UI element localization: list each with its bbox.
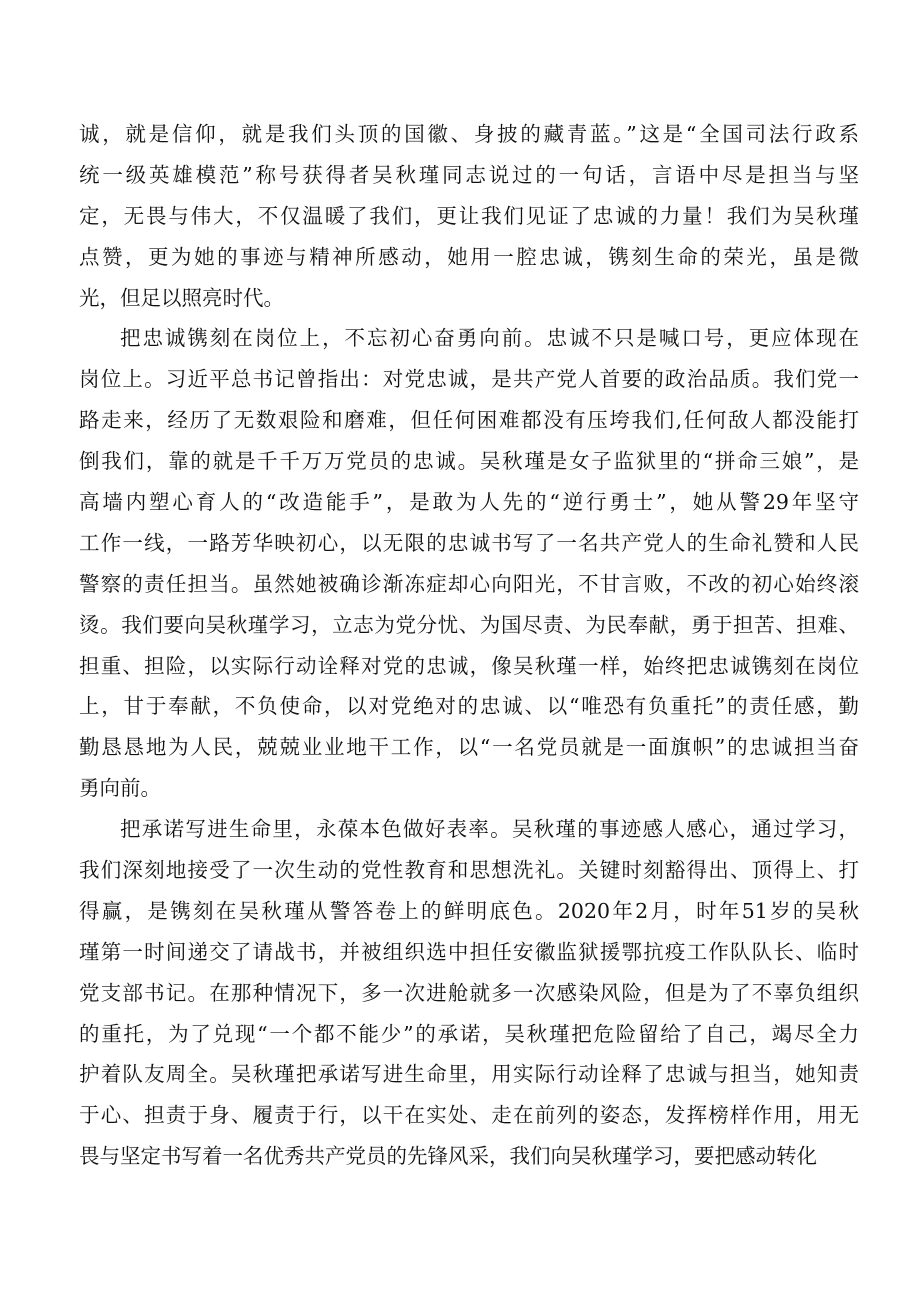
text-line: 得赢，是镌刻在吴秋瑾从警答卷上的鲜明底色。2020年2月，时年51岁的吴秋 [79,898,859,923]
text-line: 烫。我们要向吴秋瑾学习，立志为党分忧、为国尽责、为民奉献，勇于担苦、担难、 [79,612,859,637]
text-line: 倒我们，靠的就是千千万万党员的忠诚。吴秋瑾是女子监狱里的“拼命三娘”，是 [79,449,859,474]
text-line: 岗位上。习近平总书记曾指出：对党忠诚，是共产党人首要的政治品质。我们党一 [79,367,859,392]
text-line: 我们深刻地接受了一次生动的党性教育和思想洗礼。关键时刻豁得出、顶得上、打 [79,858,859,883]
text-line: 党支部书记。在那种情况下，多一次进舱就多一次感染风险，但是为了不辜负组织 [79,980,859,1005]
text-line: 定，无畏与伟大，不仅温暖了我们，更让我们见证了忠诚的力量！我们为吴秋瑾 [79,203,859,228]
text-line: 诚，就是信仰，就是我们头顶的国徽、身披的藏青蓝。”这是“全国司法行政系 [79,122,859,146]
text-line: 护着队友周全。吴秋瑾把承诺写进生命里，用实际行动诠释了忠诚与担当，她知责 [79,1062,859,1087]
text-line: 把承诺写进生命里，永葆本色做好表率。吴秋瑾的事迹感人感心，通过学习， [120,817,859,842]
document-body [79,114,859,1177]
text-line: 警察的责任担当。虽然她被确诊渐冻症却心向阳光，不甘言败，不改的初心始终滚 [79,571,859,596]
text-line: 担重、担险，以实际行动诠释对党的忠诚，像吴秋瑾一样，始终把忠诚镌刻在岗位 [79,653,859,678]
text-line: 畏与坚定书写着一名优秀共产党员的先锋风采，我们向吴秋瑾学习，要把感动转化 [79,1144,817,1169]
paragraph [79,318,859,809]
text-line: 工作一线，一路芳华映初心，以无限的忠诚书写了一名共产党人的生命礼赞和人民 [79,530,859,555]
text-line: 高墙内塑心育人的“改造能手”，是敢为人先的“逆行勇士”，她从警29年坚守 [79,490,859,515]
text-line: 把忠诚镌刻在岗位上，不忘初心奋勇向前。忠诚不只是喊口号，更应体现在 [120,326,859,351]
text-line: 点赞，更为她的事迹与精神所感动，她用一腔忠诚，镌刻生命的荣光，虽是微 [79,244,859,269]
text-line: 统一级英雄模范”称号获得者吴秋瑾同志说过的一句话，言语中尽是担当与坚 [79,162,859,187]
paragraph [79,114,859,318]
text-line: 光，但足以照亮时代。 [79,285,284,310]
text-line: 路走来，经历了无数艰险和磨难，但任何困难都没有压垮我们,任何敌人都没能打 [79,408,859,433]
paragraph [79,809,859,1177]
text-line: 瑾第一时间递交了请战书，并被组织选中担任安徽监狱援鄂抗疫工作队队长、临时 [79,939,859,964]
text-line: 的重托，为了兑现“一个都不能少”的承诺，吴秋瑾把危险留给了自己，竭尽全力 [79,1021,859,1046]
text-line: 上，甘于奉献，不负使命，以对党绝对的忠诚、以“唯恐有负重托”的责任感，勤 [79,694,859,719]
text-line: 勇向前。 [79,776,161,801]
text-line: 于心、担责于身、履责于行，以干在实处、走在前列的姿态，发挥榜样作用，用无 [79,1103,859,1128]
text-line: 勤恳恳地为人民，兢兢业业地干工作，以“一名党员就是一面旗帜”的忠诚担当奋 [79,735,859,760]
